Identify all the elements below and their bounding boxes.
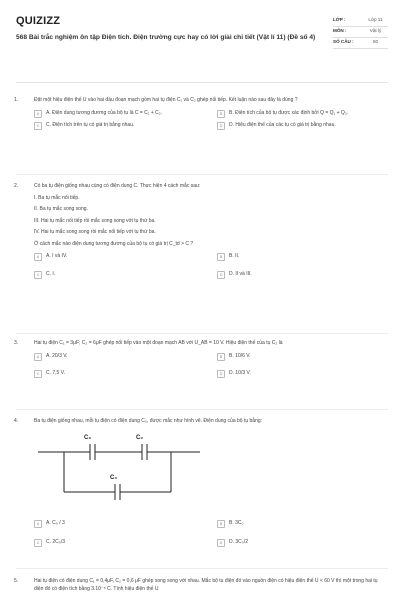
option-d[interactable] (217, 122, 386, 130)
circuit-svg (34, 430, 204, 512)
question-divider (16, 333, 388, 334)
option-key: B (217, 520, 225, 528)
option-b[interactable] (217, 353, 386, 361)
option-b[interactable] (217, 110, 386, 118)
options (34, 110, 386, 130)
option-key: D (217, 370, 225, 378)
question-stem: Hai tụ điện có điện dung C₁ = 0,4μF, C₂ = 0,6 μF ghép song song với nhau. Mắc bộ tụ điện đó vào nguồn điện có hiệu điện thế U < 60 V thì một trong hai tụ điện đó có điện tích bằng 3.10⁻⁵ C. Tính hiệu điện thế U (34, 578, 378, 592)
option-d[interactable] (217, 370, 386, 378)
option-a[interactable] (34, 520, 203, 528)
option-text: D. Hiệu điện thế của các tụ có giá trị bằng nhau. (229, 121, 336, 128)
question-number: 5. (14, 578, 19, 584)
capacitor-label: C₀ (110, 474, 118, 481)
meta-class (333, 16, 388, 27)
capacitor-label: C₀ (136, 434, 144, 441)
question-stem: Đặt một hiệu điện thế U vào hai đầu đoạn mạch gồm hai tụ điện C₁ và C₂ ghép nối tiếp. Kết luận nào sau đây là đúng ? (34, 97, 298, 103)
question-divider (16, 174, 388, 175)
quizizz-logo: QUIZIZZ (16, 15, 61, 27)
options (34, 353, 386, 378)
option-key: C (34, 539, 42, 547)
question-number: 2. (14, 183, 19, 189)
meta-label: MÔN : (333, 28, 347, 33)
option-text: B. 10/6 V. (229, 352, 251, 359)
question-5 (14, 578, 386, 593)
option-text: B. Điện tích của bộ tụ được xác định bởi Q = Q₁ + Q₂. (229, 109, 349, 116)
option-text: A. C₀ / 3 (46, 520, 65, 526)
options (34, 520, 386, 547)
option-text: A. Điện dung tương đương của bộ tụ là C = C₁ + C₂. (46, 109, 163, 116)
option-text: B. II. (229, 253, 240, 259)
option-key: D (217, 122, 225, 130)
option-text: A. 20/3 V. (46, 352, 68, 359)
option-a[interactable] (34, 353, 203, 361)
option-key: A (34, 110, 42, 118)
meta-label: SỐ CÂU : (333, 39, 354, 44)
question-stem: Hai tụ điện C₁ = 3μF; C₂ = 6μF ghép nối tiếp vào một đoạn mạch AB với U_AB = 10 V. Hiệu điện thế của tụ C₂ là (34, 340, 283, 346)
option-key: C (34, 370, 42, 378)
question-number: 1. (14, 97, 19, 103)
option-text: A. I và IV. (46, 253, 68, 259)
option-key: B (217, 110, 225, 118)
question-number: 4. (14, 418, 19, 424)
header-divider (16, 82, 388, 83)
question-4 (14, 418, 386, 547)
option-text: C. 2C₀/3 (46, 539, 66, 545)
capacitor-label: C₀ (84, 434, 92, 441)
option-key: B (217, 353, 225, 361)
option-text: C. Điện tích trên tụ có giá trị bằng nhau. (46, 121, 135, 128)
question-3 (14, 340, 386, 378)
question-divider (16, 568, 388, 569)
meta-subject (333, 27, 388, 38)
capacitor-circuit-diagram (34, 430, 386, 516)
question-line: III. Hai tụ mắc nối tiếp rồi mắc song song với tụ thứ ba. (34, 217, 156, 224)
question-line: II. Ba tụ mắc song song. (34, 206, 88, 212)
options (34, 253, 386, 279)
meta-question-count (333, 38, 388, 49)
meta-panel (333, 16, 388, 49)
option-key: C (34, 271, 42, 279)
option-c[interactable] (34, 122, 203, 130)
meta-value: Lớp 11 (368, 17, 383, 22)
option-key: C (34, 122, 42, 130)
option-key: A (34, 353, 42, 361)
question-stem: Có ba tụ điện giống nhau cùng có điện dung C. Thực hiện 4 cách mắc sau: (34, 183, 201, 189)
option-c[interactable] (34, 271, 203, 279)
option-d[interactable] (217, 271, 386, 279)
question-line: I. Ba tụ mắc nối tiếp. (34, 194, 80, 201)
option-c[interactable] (34, 370, 203, 378)
question-1 (14, 97, 386, 130)
page-title: 568 Bài trắc nghiệm ôn tập Điện tích. Điện trường cực hay có lời giải chi tiết (Vật lí 11) (Đề số 4) (16, 34, 316, 41)
question-stem: Ba tụ điện giống nhau, mỗi tụ điện có điện dung C₀, được mắc như hình vẽ. Điện dung của bộ tụ bằng: (34, 418, 263, 424)
option-b[interactable] (217, 253, 386, 261)
option-text: D. II và III. (229, 271, 252, 277)
option-key: A (34, 253, 42, 261)
question-number: 3. (14, 340, 19, 346)
meta-value: 50 (372, 39, 379, 44)
option-d[interactable] (217, 539, 386, 547)
option-key: A (34, 520, 42, 528)
option-text: C. I. (46, 271, 56, 277)
option-key: D (217, 539, 225, 547)
question-2 (14, 183, 386, 279)
question-line: IV. Hai tụ mắc song song rồi mắc nối tiếp với tụ thứ ba. (34, 229, 156, 235)
meta-label: LỚP : (333, 17, 346, 22)
option-text: C. 7,5 V. (46, 369, 65, 376)
option-key: B (217, 253, 225, 261)
option-a[interactable] (34, 253, 203, 261)
option-c[interactable] (34, 539, 203, 547)
option-a[interactable] (34, 110, 203, 118)
question-line: Ở cách mắc nào điện dung tương đương của bộ tụ có giá trị C_td > C ? (34, 240, 194, 247)
meta-value: Vật lý (369, 28, 382, 33)
option-text: D. 10/3 V. (229, 369, 251, 376)
question-divider (16, 409, 388, 410)
option-text: D. 3C₀/2 (229, 539, 249, 545)
option-b[interactable] (217, 520, 386, 528)
option-key: D (217, 271, 225, 279)
option-text: B. 3C₀ (229, 520, 244, 526)
